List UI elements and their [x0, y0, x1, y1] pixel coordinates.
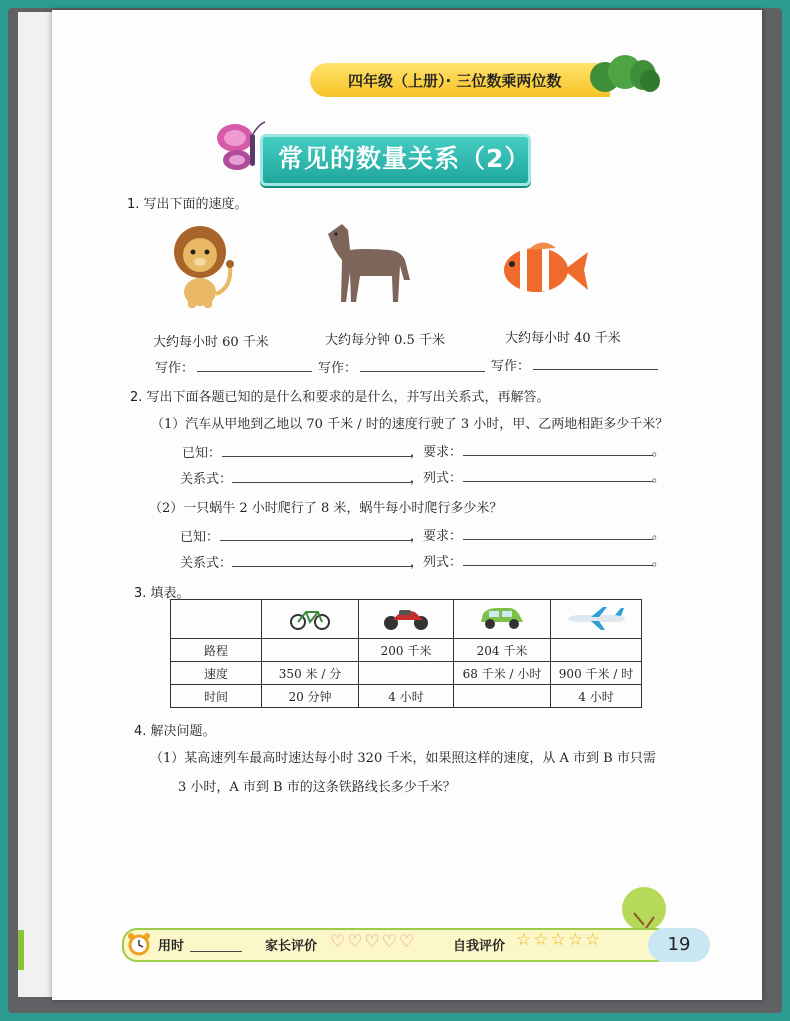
- calc-line-1[interactable]: [463, 481, 653, 482]
- table-cell[interactable]: 20 分钟: [262, 685, 359, 708]
- chapter-header: 四年级（上册）· 三位数乘两位数: [348, 72, 562, 90]
- write-label-3: 写作：: [491, 359, 531, 374]
- row-label-time: 时间: [171, 685, 262, 708]
- period-3: 。: [652, 527, 666, 542]
- table-cell[interactable]: [359, 662, 454, 685]
- motorcycle-icon: [381, 604, 431, 632]
- known-line-2[interactable]: [220, 540, 412, 541]
- parent-eval-label: 家长评价: [265, 939, 318, 954]
- q1-heading: 1. 写出下面的速度。: [127, 197, 248, 212]
- table-cell[interactable]: 350 米 / 分: [262, 662, 359, 685]
- table-row: [171, 662, 642, 685]
- clownfish-icon: [498, 236, 590, 298]
- alarm-clock-icon: [126, 932, 152, 956]
- q2-heading: 2. 写出下面各题已知的是什么和要求的是什么，并写出关系式，再解答。: [130, 390, 550, 405]
- page-number: 19: [648, 928, 710, 962]
- table-cell[interactable]: [262, 639, 359, 662]
- table-cell[interactable]: 204 千米: [454, 639, 551, 662]
- star-rating[interactable]: ☆☆☆☆☆: [516, 930, 603, 950]
- car-icon: [477, 604, 527, 632]
- answer-line-2[interactable]: [360, 371, 485, 372]
- known-line-1[interactable]: [222, 456, 412, 457]
- table-row: [171, 685, 642, 708]
- lion-speed-text: 大约每小时 60 千米: [153, 335, 269, 350]
- row-label-speed: 速度: [171, 662, 262, 685]
- table-row: [171, 600, 642, 639]
- calc-label-2: ，列式：: [410, 555, 463, 570]
- table-cell[interactable]: 68 千米 / 小时: [454, 662, 551, 685]
- horse-icon: [320, 220, 415, 306]
- table-cell[interactable]: 4 小时: [551, 685, 642, 708]
- table-cell[interactable]: 900 千米 / 时: [551, 662, 642, 685]
- airplane-icon: [565, 605, 627, 631]
- row-label-distance: 路程: [171, 639, 262, 662]
- rel-label-1: 关系式：: [180, 472, 233, 487]
- calc-line-2[interactable]: [463, 565, 653, 566]
- period-1: 。: [652, 444, 666, 459]
- table-cell[interactable]: [454, 685, 551, 708]
- table-cell[interactable]: 200 千米: [359, 639, 454, 662]
- table-row: [171, 639, 642, 662]
- answer-line-3[interactable]: [533, 369, 658, 370]
- answer-line-1[interactable]: [197, 371, 312, 372]
- self-eval-label: 自我评价: [453, 939, 506, 954]
- ask-label-1: ，要求：: [410, 445, 463, 460]
- q2-problem-1: （1）汽车从甲地到乙地以 70 千米 / 时的速度行驶了 3 小时，甲、乙两地相距多少千米？: [151, 417, 669, 432]
- write-label-1: 写作：: [155, 361, 195, 376]
- q4-heading: 4. 解决问题。: [134, 724, 216, 739]
- q3-heading: 3. 填表。: [134, 586, 190, 601]
- ask-line-1[interactable]: [463, 455, 653, 456]
- ask-line-2[interactable]: [463, 539, 653, 540]
- rel-label-2: 关系式：: [180, 556, 233, 571]
- heart-rating[interactable]: ♡♡♡♡♡: [330, 932, 417, 952]
- period-4: 。: [652, 554, 666, 569]
- ask-label-2: ，要求：: [410, 529, 463, 544]
- rel-line-1[interactable]: [232, 482, 412, 483]
- write-label-2: 写作：: [318, 361, 358, 376]
- table-cell[interactable]: 4 小时: [359, 685, 454, 708]
- time-line[interactable]: [190, 951, 242, 952]
- lesson-title: 常见的数量关系（2）: [278, 144, 531, 173]
- fish-speed-text: 大约每小时 40 千米: [505, 331, 621, 346]
- rel-line-2[interactable]: [232, 566, 412, 567]
- known-label-1: 已知：: [182, 446, 222, 461]
- period-2: 。: [652, 470, 666, 485]
- q4-problem-line-2: 3 小时，A 市到 B 市的这条铁路线长多少千米？: [178, 780, 456, 795]
- calc-label-1: ，列式：: [410, 471, 463, 486]
- lion-icon: [170, 222, 240, 310]
- time-label: 用时: [158, 939, 185, 954]
- q2-problem-2: （2）一只蜗牛 2 小时爬行了 8 米，蜗牛每小时爬行多少米？: [149, 501, 503, 516]
- bicycle-icon: [288, 605, 332, 631]
- speed-table: [170, 599, 642, 708]
- previous-page-tab: [18, 930, 24, 970]
- q4-problem-line-1: （1）某高速列车最高时速达每小时 320 千米，如果照这样的速度，从 A 市到 B 市只需: [150, 751, 656, 766]
- known-label-2: 已知：: [180, 530, 220, 545]
- horse-speed-text: 大约每分钟 0.5 千米: [325, 333, 445, 348]
- table-cell[interactable]: [551, 639, 642, 662]
